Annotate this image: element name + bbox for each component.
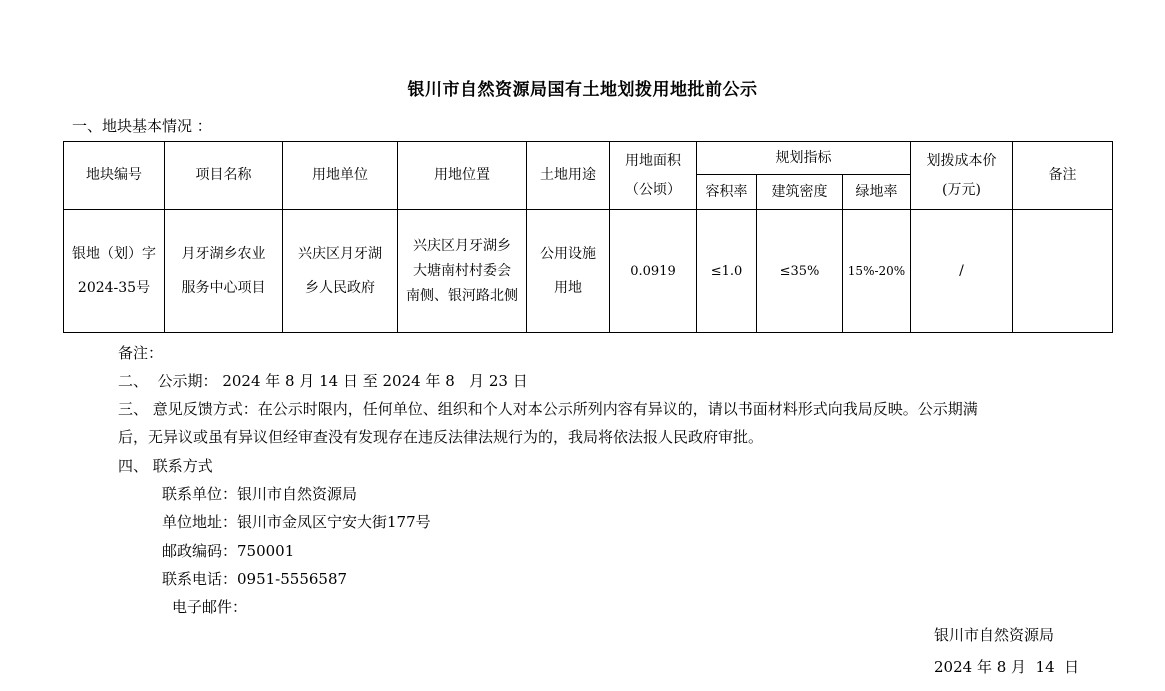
contact-postcode: 邮政编码：750001 [162,542,295,560]
cell-plot-no [64,210,165,333]
header-project: 项目名称 [165,142,283,210]
cell-location [398,210,527,333]
header-use: 土地用途 [527,142,610,210]
header-location: 用地位置 [398,142,527,210]
header-plot-no: 地块编号 [64,142,165,210]
signature-org: 银川市自然资源局 [934,626,1055,644]
cell-green: 15%-20% [843,210,911,333]
contact-address: 单位地址：银川市金凤区宁安大街177号 [162,513,431,531]
feedback-line-2: 后，无异议或虽有异议但经审查没有发现存在违反法律法规行为的，我局将依法报人民政府审批。 [118,428,764,446]
cell-use-line1: 公用设施 [540,245,596,262]
header-area-unit: （公顷） [625,181,681,198]
cell-cost: / [911,210,1013,333]
notes-label: 备注： [118,344,164,362]
publicity-period-prefix: 二、 公示期： [118,372,218,390]
publicity-period-dates: 2024 年 8 月 14 日 至 2024 年 8 月 23 日 [222,372,528,390]
table-row [64,210,1113,333]
header-area [610,142,697,210]
header-green: 绿地率 [843,175,911,210]
cell-plot-no-line1: 银地（划）字 [72,245,156,262]
cell-use-line2: 用地 [554,279,582,296]
header-area-label: 用地面积 [625,152,681,169]
cell-location-line2: 大塘南村村委会 [413,262,511,279]
cell-remark [1013,210,1113,333]
header-density: 建筑密度 [757,175,843,210]
cell-unit [283,210,398,333]
header-cost-label: 划拨成本价 [926,152,997,169]
cell-use [527,210,610,333]
cell-project-line2: 服务中心项目 [181,279,266,296]
cell-project-line1: 月牙湖乡农业 [181,245,266,262]
feedback-line-1: 三、 意见反馈方式：在公示时限内，任何单位、组织和个人对本公示所列内容有异议的，请以书面材料形式向我局反映。公示期满 [118,400,978,418]
plot-info-table [63,141,1113,333]
contact-unit: 联系单位：银川市自然资源局 [162,485,358,503]
header-remark: 备注 [1013,142,1113,210]
cell-far: ≤1.0 [697,210,757,333]
page-title: 银川市自然资源局国有土地划拨用地批前公示 [407,80,758,100]
section-heading-basic-info: 一、地块基本情况 ： [72,117,212,135]
publicity-period [118,370,528,391]
cell-plot-no-line2: 2024-35号 [77,279,151,296]
cell-location-line3: 南侧、银河路北侧 [406,287,518,304]
cell-area: 0.0919 [610,210,697,333]
cell-project [165,210,283,333]
contact-phone: 联系电话：0951-5556587 [162,570,348,588]
contact-heading: 四、 联系方式 [118,457,213,475]
header-far: 容积率 [697,175,757,210]
cell-location-line1: 兴庆区月牙湖乡 [413,237,511,254]
header-cost-unit: (万元) [942,181,981,198]
cell-density: ≤35% [757,210,843,333]
header-cost [911,142,1013,210]
header-planning: 规划指标 [697,142,911,175]
cell-unit-line1: 兴庆区月牙湖 [298,245,382,262]
header-unit: 用地单位 [283,142,398,210]
signature-date: 2024 年 8 月 14 日 [934,658,1080,676]
cell-unit-line2: 乡人民政府 [305,279,375,296]
contact-email: 电子邮件： [172,598,248,616]
